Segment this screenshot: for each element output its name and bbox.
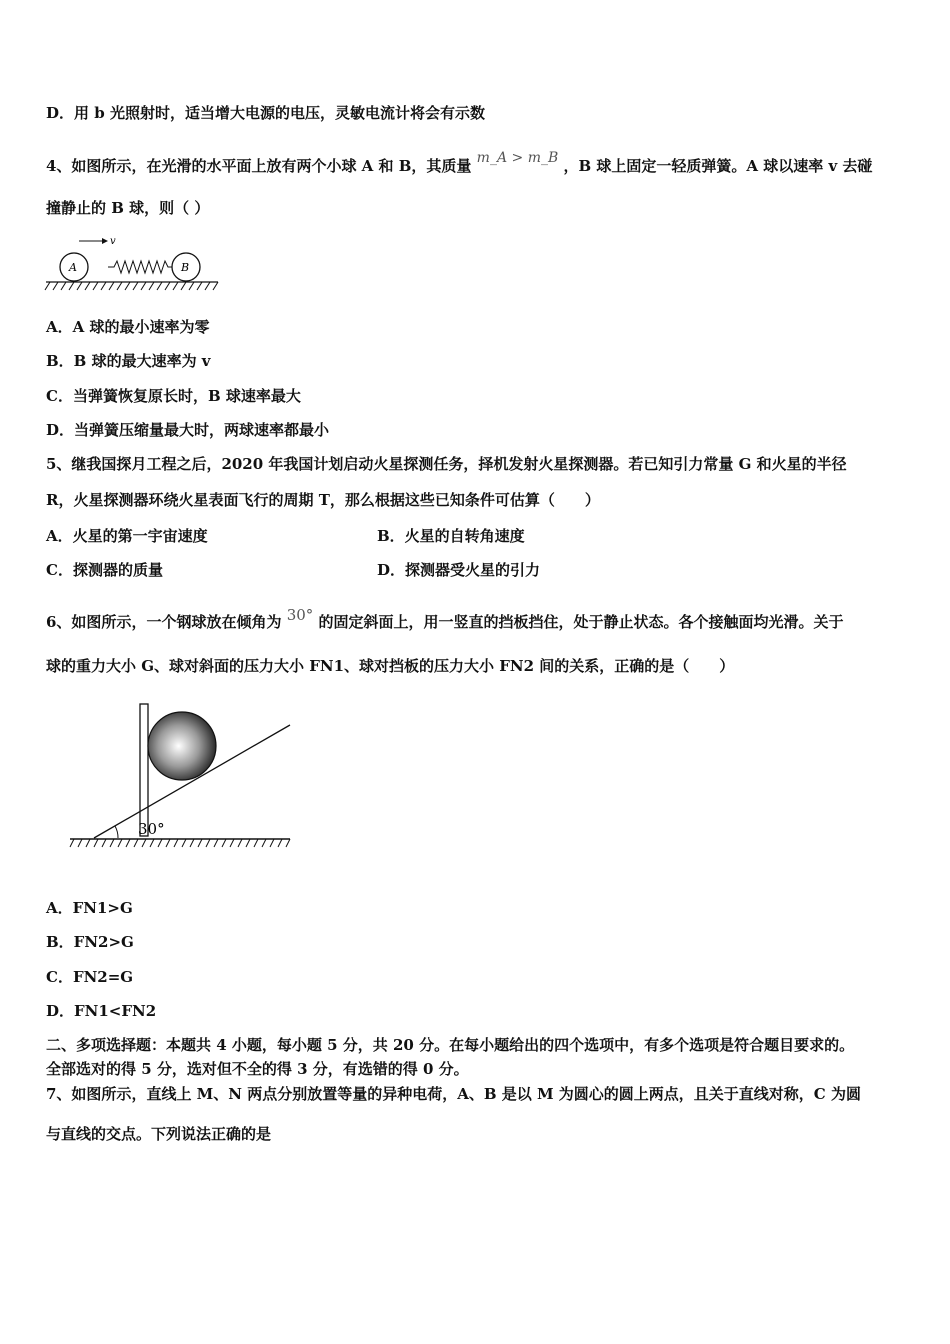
q5-stem-line1: 5、继我国探月工程之后，2020 年我国计划启动火星探测任务，择机发射火星探测器。若已知引力常量 G 和火星的半径	[46, 455, 847, 473]
q6-option-a: A．FN1>G	[46, 899, 133, 917]
q7-stem-line1: 7、如图所示，直线上 M、N 两点分别放置等量的异种电荷，A、B 是以 M 为圆心的圆上两点，且关于直线对称，C 为圆	[46, 1085, 861, 1103]
section2-heading-line1: 二、多项选择题：本题共 4 小题，每小题 5 分，共 20 分。在每小题给出的四个选项中，有多个选项是符合题目要求的。	[46, 1036, 855, 1054]
q4-stem-part1: 4、如图所示，在光滑的水平面上放有两个小球 A 和 B，其质量	[46, 157, 472, 175]
q4-stem-line1	[46, 148, 872, 176]
q6-option-c: C．FN2=G	[46, 968, 134, 986]
q6-stem-part2: 的固定斜面上，用一竖直的挡板挡住，处于静止状态。各个接触面均光滑。关于	[318, 613, 844, 631]
q6-figure	[68, 700, 294, 852]
q5-option-b: B．火星的自转角速度	[377, 527, 525, 545]
q4-option-d: D．当弹簧压缩量最大时，两球速率都最小	[46, 421, 330, 439]
incline-angle-label: 30°	[138, 820, 165, 838]
q6-option-d: D．FN1<FN2	[46, 1002, 157, 1020]
q3-option-d: D．用 b 光照射时，适当增大电源的电压，灵敏电流计将会有示数	[46, 104, 485, 122]
q4-option-c: C．当弹簧恢复原长时，B 球速率最大	[46, 387, 301, 405]
q4-option-b: B．B 球的最大速率为 v	[46, 352, 211, 370]
section2-heading-line2: 全部选对的得 5 分，选对但不全的得 3 分，有选错的得 0 分。	[46, 1060, 469, 1078]
q6-stem-part1: 6、如图所示，一个钢球放在倾角为	[46, 613, 282, 631]
ball-a-label: A	[69, 261, 77, 274]
q5-stem-line2: R，火星探测器环绕火星表面飞行的周期 T，那么根据这些已知条件可估算（ ）	[46, 491, 600, 509]
q7-stem-line2: 与直线的交点。下列说法正确的是	[46, 1125, 272, 1143]
q6-stem-line1	[46, 605, 844, 632]
q4-stem-line2: 撞静止的 B 球，则（ ）	[46, 199, 210, 217]
q5-option-c: C．探测器的质量	[46, 561, 163, 579]
velocity-label: v	[110, 236, 116, 247]
q5-option-a: A．火星的第一宇宙速度	[46, 527, 208, 545]
q4-mass-relation: m_A > m_B	[476, 150, 559, 166]
q6-stem-line2: 球的重力大小 G、球对斜面的压力大小 FN1、球对挡板的压力大小 FN2 间的关系，正确的是（ ）	[46, 657, 735, 675]
q6-angle: 30°	[286, 606, 314, 624]
q4-option-a: A．A 球的最小速率为零	[46, 318, 210, 336]
q5-option-d: D．探测器受火星的引力	[377, 561, 541, 579]
q4-figure	[44, 232, 220, 296]
ball-b-label: B	[181, 261, 190, 274]
q4-stem-part2: ，B 球上固定一轻质弹簧。A 球以速率 v 去碰	[563, 157, 873, 175]
q6-option-b: B．FN2>G	[46, 933, 134, 951]
